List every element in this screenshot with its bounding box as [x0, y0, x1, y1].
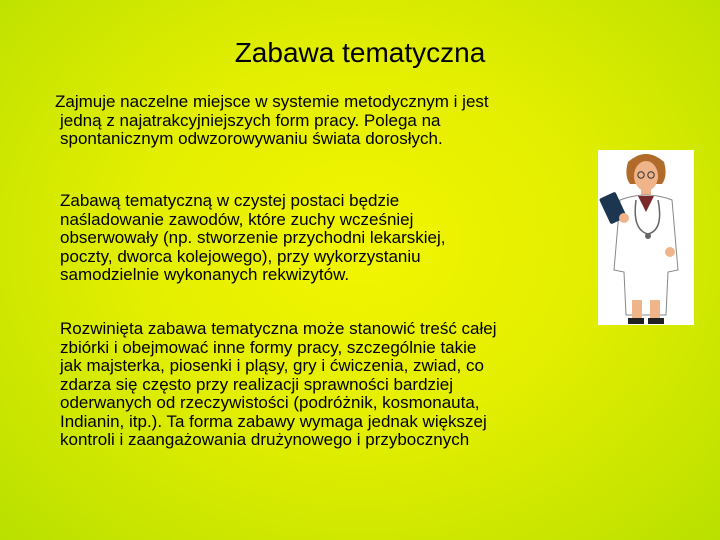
- doctor-icon: [598, 150, 694, 325]
- paragraph-definition: Zajmuje naczelne miejsce w systemie metodycznym i jest jedną z najatrakcyjniejszych form pracy. Polega na spontanicznym odwzorowywaniu świata dorosłych.: [55, 92, 489, 148]
- doctor-illustration: [598, 150, 694, 325]
- slide-title: Zabawa tematyczna: [234, 37, 486, 68]
- paragraph-imitation: Zabawą tematyczną w czystej postaci będzie naśladowanie zawodów, które zuchy wcześniej obserwowały (np. stworzenie przychodni lekarskiej, poczty, dworca kolejowego), przy wykorzystaniu samodzielnie wykonanych rekwizytów.: [60, 191, 446, 284]
- paragraph-extended-play: Rozwinięta zabawa tematyczna może stanowić treść całej zbiórki i obejmować inne formy pracy, szczególnie takie jak majsterka, piosenki i pląsy, gry i ćwiczenia, zwiad, co zdarza się często przy realizacji sprawności bardziej oderwanych od rzeczywistości (podróżnik, kosmonauta, Indianin, itp.). Ta forma zabawy wymaga jednak większej kontroli i zaangażowania drużynowego i przybocznych: [60, 319, 497, 449]
